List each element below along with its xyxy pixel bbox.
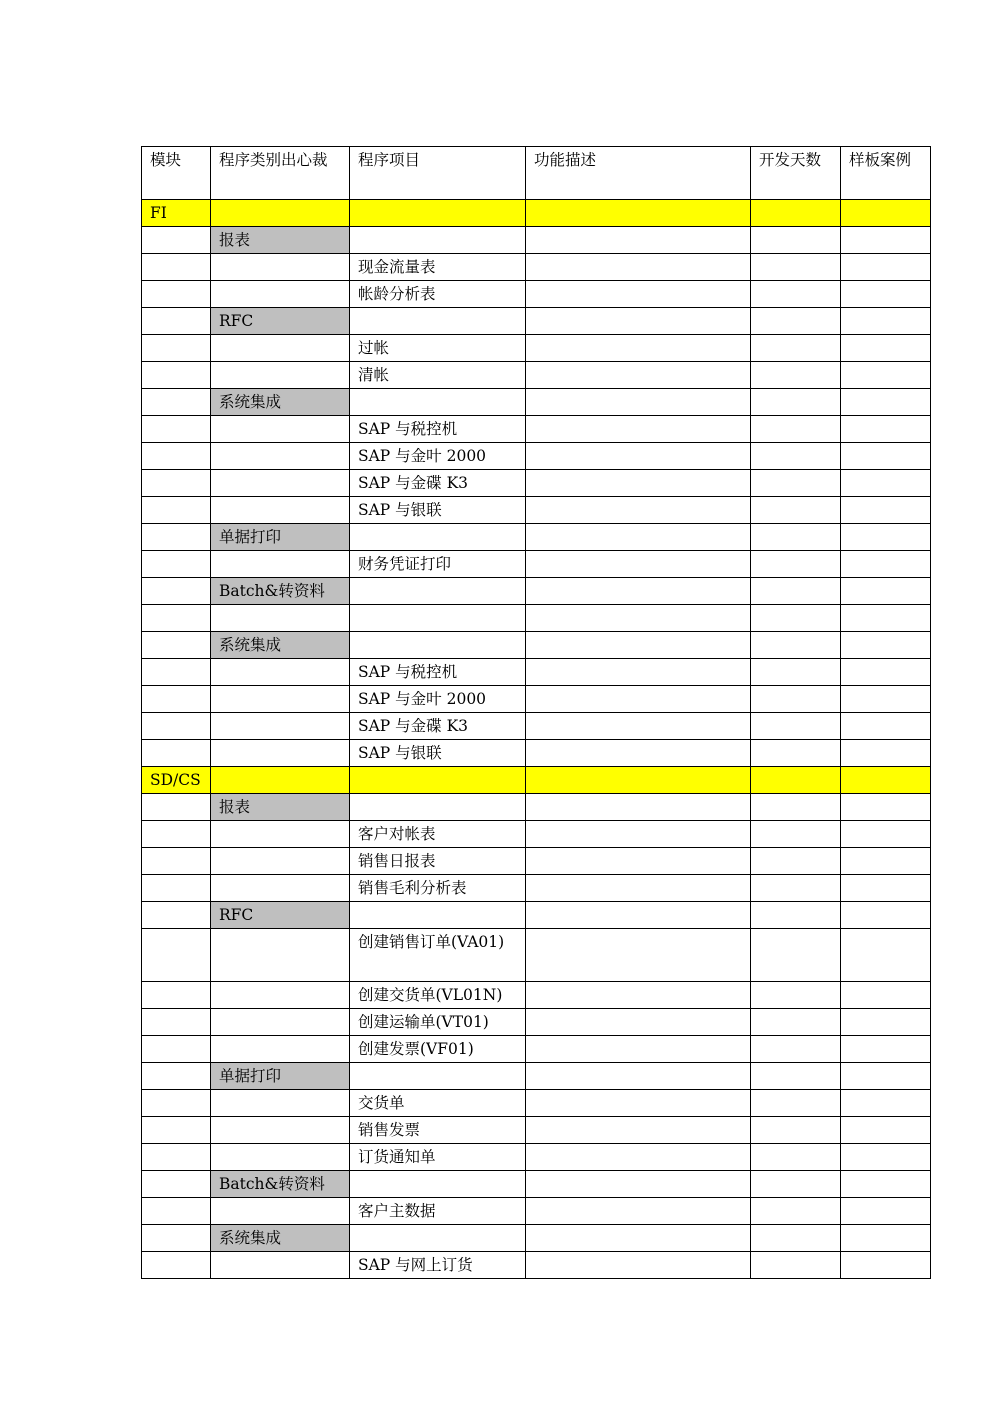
- cell-item: [350, 767, 526, 794]
- table-row: [142, 1117, 931, 1144]
- cell-dev-days: [751, 1090, 841, 1117]
- cell-sample-case: [841, 362, 931, 389]
- cell-module: [142, 1225, 211, 1252]
- cell-dev-days: [751, 1171, 841, 1198]
- cell-category: [211, 848, 350, 875]
- cell-module: [142, 605, 211, 632]
- cell-dev-days: [751, 335, 841, 362]
- cell-item: [350, 929, 526, 982]
- cell-dev-days: [751, 659, 841, 686]
- cell-item: SAP 与金叶 2000: [350, 686, 526, 713]
- cell-module: [142, 389, 211, 416]
- cell-module: [142, 1090, 211, 1117]
- cell-category: 系统集成: [211, 389, 350, 416]
- cell-module: [142, 821, 211, 848]
- cell-description: [526, 902, 751, 929]
- cell-dev-days: [751, 200, 841, 227]
- cell-description: [526, 848, 751, 875]
- cell-description: [526, 551, 751, 578]
- cell-sample-case: [841, 740, 931, 767]
- cell-dev-days: [751, 578, 841, 605]
- category-row: [142, 1171, 931, 1198]
- cell-description: [526, 470, 751, 497]
- cell-item: SAP 与税控机: [350, 659, 526, 686]
- cell-category: [211, 767, 350, 794]
- cell-description: [526, 794, 751, 821]
- cell-category: [211, 1198, 350, 1225]
- table-row: [142, 335, 931, 362]
- cell-description: [526, 578, 751, 605]
- cell-sample-case: [841, 1171, 931, 1198]
- cell-sample-case: [841, 982, 931, 1009]
- header-dev-days: 开发天数: [751, 147, 841, 200]
- cell-item: [350, 902, 526, 929]
- cell-sample-case: [841, 281, 931, 308]
- cell-item: 过帐: [350, 335, 526, 362]
- cell-dev-days: [751, 1117, 841, 1144]
- cell-dev-days: [751, 686, 841, 713]
- cell-dev-days: [751, 848, 841, 875]
- cell-module: [142, 929, 211, 982]
- cell-item: SAP 与银联: [350, 497, 526, 524]
- cell-dev-days: [751, 1036, 841, 1063]
- cell-category: [211, 470, 350, 497]
- category-row: [142, 632, 931, 659]
- cell-module: [142, 686, 211, 713]
- cell-sample-case: [841, 1009, 931, 1036]
- cell-sample-case: [841, 389, 931, 416]
- cell-item: 销售发票: [350, 1117, 526, 1144]
- cell-dev-days: [751, 767, 841, 794]
- cell-category: [211, 821, 350, 848]
- cell-item: 客户对帐表: [350, 821, 526, 848]
- cell-module: SD/CS: [142, 767, 211, 794]
- cell-dev-days: [751, 470, 841, 497]
- cell-dev-days: [751, 254, 841, 281]
- table-row: [142, 1090, 931, 1117]
- cell-category: [211, 497, 350, 524]
- cell-dev-days: [751, 443, 841, 470]
- cell-category: RFC: [211, 902, 350, 929]
- cell-module: [142, 254, 211, 281]
- cell-category: 系统集成: [211, 632, 350, 659]
- cell-description: [526, 1009, 751, 1036]
- cell-module: [142, 497, 211, 524]
- cell-module: [142, 1144, 211, 1171]
- cell-category: RFC: [211, 308, 350, 335]
- cell-sample-case: [841, 227, 931, 254]
- table-row: [142, 470, 931, 497]
- cell-module: [142, 416, 211, 443]
- cell-item: 创建交货单(VL01N): [350, 982, 526, 1009]
- table-row: [142, 740, 931, 767]
- cell-sample-case: [841, 929, 931, 982]
- cell-description: [526, 335, 751, 362]
- cell-module: [142, 308, 211, 335]
- cell-module: [142, 848, 211, 875]
- cell-dev-days: [751, 982, 841, 1009]
- cell-module: [142, 1171, 211, 1198]
- cell-description: [526, 1063, 751, 1090]
- cell-item: [350, 389, 526, 416]
- cell-sample-case: [841, 875, 931, 902]
- cell-module: [142, 1063, 211, 1090]
- cell-sample-case: [841, 1144, 931, 1171]
- cell-description: [526, 1144, 751, 1171]
- header-description: 功能描述: [526, 147, 751, 200]
- cell-description: [526, 1036, 751, 1063]
- cell-item: 帐龄分析表: [350, 281, 526, 308]
- category-row: [142, 578, 931, 605]
- cell-category: [211, 1144, 350, 1171]
- cell-module: [142, 281, 211, 308]
- cell-sample-case: [841, 821, 931, 848]
- cell-item: [350, 794, 526, 821]
- table-row: [142, 1036, 931, 1063]
- cell-category: [211, 551, 350, 578]
- cell-description: [526, 443, 751, 470]
- table-row: [142, 875, 931, 902]
- cell-category: Batch&转资料: [211, 1171, 350, 1198]
- cell-dev-days: [751, 1252, 841, 1279]
- cell-category: [211, 686, 350, 713]
- cell-item: 现金流量表: [350, 254, 526, 281]
- cell-description: [526, 659, 751, 686]
- cell-dev-days: [751, 875, 841, 902]
- cell-dev-days: [751, 416, 841, 443]
- cell-description: [526, 200, 751, 227]
- cell-item: [350, 1171, 526, 1198]
- cell-sample-case: [841, 1117, 931, 1144]
- cell-module: [142, 740, 211, 767]
- category-row: [142, 1063, 931, 1090]
- table-row: [142, 848, 931, 875]
- cell-sample-case: [841, 470, 931, 497]
- table-row: [142, 713, 931, 740]
- cell-description: [526, 632, 751, 659]
- table-row: [142, 497, 931, 524]
- cell-description: [526, 416, 751, 443]
- cell-item: [350, 200, 526, 227]
- cell-module: [142, 227, 211, 254]
- cell-dev-days: [751, 713, 841, 740]
- header-module: 模块: [142, 147, 211, 200]
- cell-dev-days: [751, 1063, 841, 1090]
- cell-item: 销售日报表: [350, 848, 526, 875]
- cell-description: [526, 1171, 751, 1198]
- cell-category: [211, 1036, 350, 1063]
- cell-category: 单据打印: [211, 524, 350, 551]
- cell-item: SAP 与税控机: [350, 416, 526, 443]
- cell-sample-case: [841, 686, 931, 713]
- cell-category: [211, 362, 350, 389]
- table-row: [142, 254, 931, 281]
- cell-dev-days: [751, 794, 841, 821]
- cell-item: [350, 1225, 526, 1252]
- cell-description: [526, 686, 751, 713]
- cell-item: SAP 与金叶 2000: [350, 443, 526, 470]
- table-row: [142, 1252, 931, 1279]
- cell-item: [350, 632, 526, 659]
- cell-category: [211, 416, 350, 443]
- cell-description: [526, 524, 751, 551]
- cell-module: [142, 1117, 211, 1144]
- cell-module: [142, 578, 211, 605]
- cell-item: [350, 308, 526, 335]
- table-row: [142, 362, 931, 389]
- cell-category: [211, 713, 350, 740]
- cell-category: [211, 929, 350, 982]
- cell-description: [526, 1117, 751, 1144]
- cell-module: [142, 1009, 211, 1036]
- table-row: [142, 982, 931, 1009]
- cell-sample-case: [841, 767, 931, 794]
- cell-module: [142, 632, 211, 659]
- cell-dev-days: [751, 1225, 841, 1252]
- cell-item: [350, 227, 526, 254]
- cell-description: [526, 767, 751, 794]
- cell-sample-case: [841, 659, 931, 686]
- cell-item: SAP 与金碟 K3: [350, 470, 526, 497]
- cell-module: [142, 659, 211, 686]
- header-row: [142, 147, 931, 200]
- cell-description: [526, 713, 751, 740]
- cell-module: [142, 875, 211, 902]
- table-row: [142, 821, 931, 848]
- cell-item: 订货通知单: [350, 1144, 526, 1171]
- cell-dev-days: [751, 929, 841, 982]
- cell-module: [142, 362, 211, 389]
- cell-description: [526, 497, 751, 524]
- cell-category: [211, 1009, 350, 1036]
- cell-sample-case: [841, 416, 931, 443]
- cell-category: [211, 605, 350, 632]
- cell-sample-case: [841, 200, 931, 227]
- cell-category: [211, 254, 350, 281]
- cell-module: FI: [142, 200, 211, 227]
- cell-description: [526, 1225, 751, 1252]
- cell-category: [211, 740, 350, 767]
- cell-module: [142, 1252, 211, 1279]
- cell-description: [526, 389, 751, 416]
- cell-sample-case: [841, 308, 931, 335]
- cell-sample-case: [841, 578, 931, 605]
- cell-sample-case: [841, 524, 931, 551]
- header-sample-case: 样板案例: [841, 147, 931, 200]
- cell-sample-case: [841, 1063, 931, 1090]
- cell-module: [142, 551, 211, 578]
- cell-item: 交货单: [350, 1090, 526, 1117]
- cell-description: [526, 254, 751, 281]
- cell-sample-case: [841, 794, 931, 821]
- header-item: 程序项目: [350, 147, 526, 200]
- cell-category: [211, 982, 350, 1009]
- cell-sample-case: [841, 1252, 931, 1279]
- cell-item: 财务凭证打印: [350, 551, 526, 578]
- cell-module: [142, 524, 211, 551]
- table-row: [142, 659, 931, 686]
- cell-dev-days: [751, 740, 841, 767]
- table-row: [142, 1198, 931, 1225]
- module-row: [142, 200, 931, 227]
- category-row: [142, 1225, 931, 1252]
- cell-category: 单据打印: [211, 1063, 350, 1090]
- cell-description: [526, 1252, 751, 1279]
- cell-description: [526, 929, 751, 982]
- cell-description: [526, 1198, 751, 1225]
- cell-dev-days: [751, 524, 841, 551]
- cell-sample-case: [841, 605, 931, 632]
- cell-item: [350, 578, 526, 605]
- cell-module: [142, 902, 211, 929]
- cell-item: 创建发票(VF01): [350, 1036, 526, 1063]
- cell-dev-days: [751, 632, 841, 659]
- table-row: [142, 416, 931, 443]
- cell-description: [526, 227, 751, 254]
- header-category: 程序类别出心裁: [211, 147, 350, 200]
- cell-category: Batch&转资料: [211, 578, 350, 605]
- cell-module: [142, 794, 211, 821]
- cell-sample-case: [841, 1036, 931, 1063]
- cell-sample-case: [841, 254, 931, 281]
- category-row: [142, 794, 931, 821]
- cell-item: [350, 605, 526, 632]
- cell-item: SAP 与网上订货: [350, 1252, 526, 1279]
- cell-item: 创建运输单(VT01): [350, 1009, 526, 1036]
- cell-sample-case: [841, 632, 931, 659]
- cell-sample-case: [841, 551, 931, 578]
- cell-module: [142, 1036, 211, 1063]
- cell-description: [526, 982, 751, 1009]
- cell-category: [211, 659, 350, 686]
- cell-category: [211, 1090, 350, 1117]
- table-row: [142, 551, 931, 578]
- module-row: [142, 767, 931, 794]
- cell-dev-days: [751, 821, 841, 848]
- cell-module: [142, 1198, 211, 1225]
- cell-dev-days: [751, 227, 841, 254]
- cell-sample-case: [841, 848, 931, 875]
- category-row: [142, 227, 931, 254]
- cell-category: [211, 281, 350, 308]
- table-row: [142, 929, 931, 982]
- cell-sample-case: [841, 497, 931, 524]
- cell-dev-days: [751, 1144, 841, 1171]
- program-table: [141, 146, 931, 1279]
- cell-item: [350, 1063, 526, 1090]
- cell-category: 报表: [211, 227, 350, 254]
- cell-category: 系统集成: [211, 1225, 350, 1252]
- cell-description: [526, 875, 751, 902]
- cell-description: [526, 740, 751, 767]
- cell-sample-case: [841, 1090, 931, 1117]
- cell-dev-days: [751, 308, 841, 335]
- cell-category: [211, 200, 350, 227]
- table-row: [142, 686, 931, 713]
- cell-description: [526, 281, 751, 308]
- cell-module: [142, 443, 211, 470]
- cell-dev-days: [751, 389, 841, 416]
- cell-dev-days: [751, 605, 841, 632]
- cell-sample-case: [841, 335, 931, 362]
- cell-category: [211, 443, 350, 470]
- cell-category: [211, 1252, 350, 1279]
- cell-module: [142, 713, 211, 740]
- table-row: [142, 281, 931, 308]
- cell-category: [211, 875, 350, 902]
- cell-sample-case: [841, 713, 931, 740]
- cell-item: SAP 与金碟 K3: [350, 713, 526, 740]
- cell-sample-case: [841, 1225, 931, 1252]
- cell-description: [526, 605, 751, 632]
- cell-description: [526, 821, 751, 848]
- category-row: [142, 524, 931, 551]
- cell-item: 清帐: [350, 362, 526, 389]
- cell-module: [142, 335, 211, 362]
- cell-dev-days: [751, 902, 841, 929]
- cell-sample-case: [841, 1198, 931, 1225]
- category-row: [142, 308, 931, 335]
- cell-dev-days: [751, 281, 841, 308]
- cell-category: 报表: [211, 794, 350, 821]
- cell-description: [526, 1090, 751, 1117]
- cell-category: [211, 335, 350, 362]
- cell-item: [350, 524, 526, 551]
- cell-module: [142, 470, 211, 497]
- table-row: [142, 443, 931, 470]
- cell-description: [526, 308, 751, 335]
- cell-item: 销售毛利分析表: [350, 875, 526, 902]
- category-row: [142, 902, 931, 929]
- cell-item: 客户主数据: [350, 1198, 526, 1225]
- cell-dev-days: [751, 1009, 841, 1036]
- cell-dev-days: [751, 362, 841, 389]
- cell-item: SAP 与银联: [350, 740, 526, 767]
- cell-sample-case: [841, 902, 931, 929]
- item-text: 创建销售订单(VA01): [358, 933, 505, 951]
- cell-dev-days: [751, 1198, 841, 1225]
- table-row: [142, 1144, 931, 1171]
- cell-sample-case: [841, 443, 931, 470]
- cell-module: [142, 982, 211, 1009]
- category-row: [142, 389, 931, 416]
- table-row: [142, 605, 931, 632]
- table-row: [142, 1009, 931, 1036]
- cell-dev-days: [751, 551, 841, 578]
- cell-dev-days: [751, 497, 841, 524]
- cell-description: [526, 362, 751, 389]
- cell-category: [211, 1117, 350, 1144]
